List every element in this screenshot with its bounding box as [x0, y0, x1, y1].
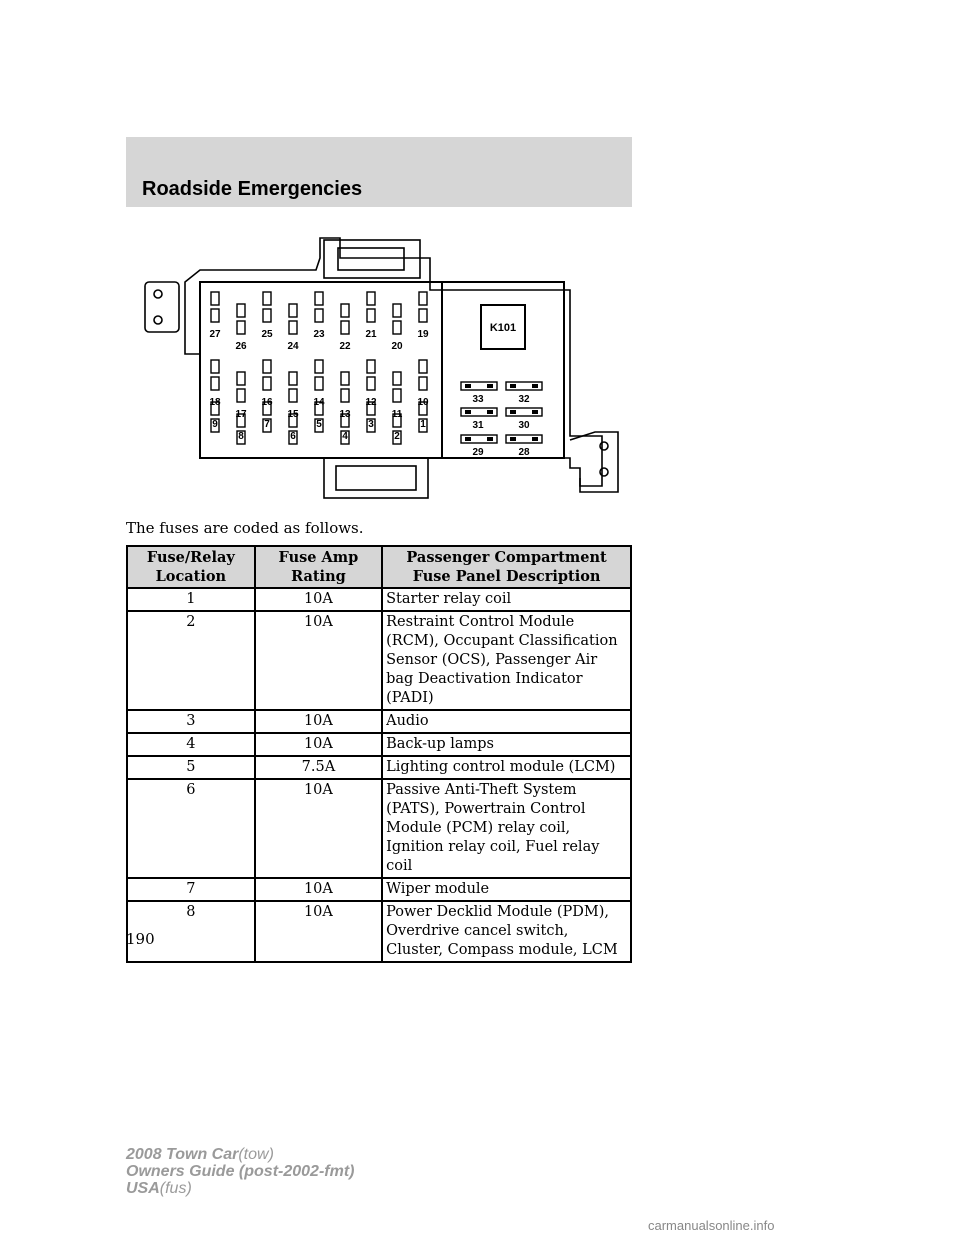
fuse-label: 8	[238, 431, 244, 442]
fuse-label: 27	[209, 329, 221, 340]
relay-fuse-label: 33	[472, 394, 484, 405]
fuse-amp-cell: 7.5A	[255, 756, 382, 779]
section-header-band	[126, 137, 632, 207]
fuse-26	[235, 304, 247, 352]
relay-fuse-33	[461, 382, 497, 405]
relay-fuse-32	[506, 382, 542, 405]
table-row	[127, 779, 631, 878]
header-location: Fuse/Relay Location	[127, 546, 255, 588]
fuse-19	[417, 292, 429, 340]
fuse-amp-cell: 10A	[255, 779, 382, 878]
table-row	[127, 733, 631, 756]
fuse-label: 11	[391, 409, 403, 420]
fuse-label: 7	[264, 419, 270, 430]
fuse-label: 5	[316, 419, 322, 430]
fuse-label: 20	[391, 341, 403, 352]
fuse-17	[235, 372, 247, 420]
relay-fuse-31	[461, 408, 497, 431]
intro-text: The fuses are coded as follows.	[126, 519, 364, 537]
relay-fuse-28	[506, 435, 542, 458]
fuse-amp-cell: 10A	[255, 588, 382, 611]
relay-fuse-label: 30	[518, 420, 530, 431]
fuse-13	[339, 372, 351, 420]
fuse-11	[392, 372, 403, 420]
fuse-location-cell: 7	[127, 878, 255, 901]
table-row	[127, 878, 631, 901]
fuse-label: 23	[313, 329, 325, 340]
table-row	[127, 756, 631, 779]
fuse-description-cell: Passive Anti-Theft System (PATS), Powertrain Control Module (PCM) relay coil, Ignition relay coil, Fuel relay coil	[382, 779, 631, 878]
fuse-label: 6	[290, 431, 296, 442]
fuse-18	[209, 360, 221, 408]
table-row	[127, 710, 631, 733]
fuse-amp-cell: 10A	[255, 611, 382, 710]
fuse-description-cell: Back-up lamps	[382, 733, 631, 756]
header-description: Passenger Compartment Fuse Panel Description	[382, 546, 631, 588]
table-row	[127, 901, 631, 962]
footer-market: USA	[126, 1180, 160, 1197]
fuse-panel-diagram	[140, 230, 630, 510]
fuse-location-cell: 3	[127, 710, 255, 733]
fuse-label: 12	[365, 397, 377, 408]
fuse-label: 13	[339, 409, 351, 420]
fuse-label: 17	[235, 409, 247, 420]
fuse-label: 22	[339, 341, 351, 352]
relay-fuse-label: 32	[518, 394, 530, 405]
fuse-24	[287, 304, 299, 352]
fuse-25	[261, 292, 273, 340]
fuse-location-cell: 4	[127, 733, 255, 756]
fuse-22	[339, 304, 351, 352]
footer	[126, 1146, 354, 1197]
relay-fuse-label: 31	[472, 420, 484, 431]
fuse-table-header-row	[127, 546, 631, 588]
relay-label-k101: K101	[489, 322, 517, 334]
fuse-label: 14	[313, 397, 325, 408]
fuse-location-cell: 5	[127, 756, 255, 779]
fuse-location-cell: 8	[127, 901, 255, 962]
footer-market-code: (fus)	[159, 1180, 192, 1197]
fuse-10	[417, 360, 429, 408]
fuse-label: 4	[342, 431, 348, 442]
fuse-label: 24	[287, 341, 299, 352]
fuse-label: 9	[212, 419, 218, 430]
relay-fuse-label: 28	[518, 447, 530, 458]
fuse-amp-cell: 10A	[255, 901, 382, 962]
fuse-23	[313, 292, 325, 340]
fuse-label: 25	[261, 329, 273, 340]
fuse-label: 16	[261, 397, 273, 408]
fuse-14	[313, 360, 325, 408]
relay-fuse-label: 29	[472, 447, 484, 458]
fuse-location-cell: 2	[127, 611, 255, 710]
relay-fuse-29	[461, 435, 497, 458]
fuse-21	[365, 292, 377, 340]
fuse-amp-cell: 10A	[255, 878, 382, 901]
footer-model-code: (tow)	[238, 1146, 274, 1163]
fuse-location-cell: 1	[127, 588, 255, 611]
fuse-16	[261, 360, 273, 408]
relay-fuse-30	[506, 408, 542, 431]
footer-guide: Owners Guide (post-2002-fmt)	[126, 1163, 355, 1180]
table-row	[127, 611, 631, 710]
fuse-description-cell: Power Decklid Module (PDM), Overdrive cancel switch, Cluster, Compass module, LCM	[382, 901, 631, 962]
fuse-description-cell: Starter relay coil	[382, 588, 631, 611]
fuse-description-cell: Wiper module	[382, 878, 631, 901]
fuse-description-cell: Lighting control module (LCM)	[382, 756, 631, 779]
fuse-label: 21	[365, 329, 377, 340]
watermark-text: carmanualsonline.info	[648, 1218, 775, 1233]
page-number: 190	[126, 930, 155, 948]
table-row	[127, 588, 631, 611]
fuse-label: 3	[368, 419, 374, 430]
fuse-label: 19	[417, 329, 429, 340]
fuse-label: 15	[287, 409, 299, 420]
fuse-label: 26	[235, 341, 247, 352]
footer-model: 2008 Town Car	[126, 1146, 239, 1163]
fuse-amp-cell: 10A	[255, 733, 382, 756]
fuse-location-cell: 6	[127, 779, 255, 878]
fuse-20	[391, 304, 403, 352]
fuse-27	[209, 292, 221, 340]
fuse-12	[365, 360, 377, 408]
fuse-label: 18	[209, 397, 221, 408]
fuse-description-cell: Audio	[382, 710, 631, 733]
fuse-15	[287, 372, 299, 420]
header-amp-rating: Fuse Amp Rating	[255, 546, 382, 588]
section-title: Roadside Emergencies	[142, 178, 363, 200]
fuse-label: 2	[394, 431, 400, 442]
fuse-table	[126, 545, 632, 963]
fuse-label: 1	[420, 419, 426, 430]
fuse-label: 10	[417, 397, 429, 408]
fuse-amp-cell: 10A	[255, 710, 382, 733]
fuse-description-cell: Restraint Control Module (RCM), Occupant Classification Sensor (OCS), Passenger Air bag Deactivation Indicator (PADI)	[382, 611, 631, 710]
